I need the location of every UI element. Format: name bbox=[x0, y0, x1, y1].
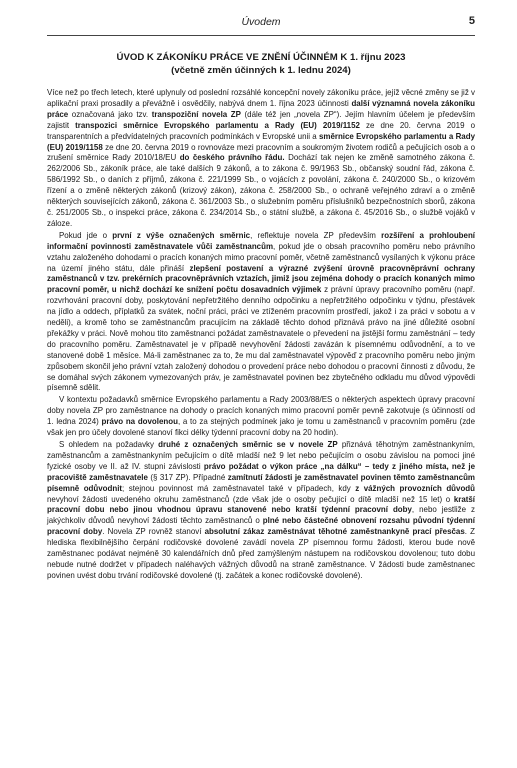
paragraph-3 bbox=[47, 395, 475, 439]
paragraph-2 bbox=[47, 231, 475, 395]
text-run: , pokud jde o obsah pracovního poměru nebo právního vztahu založeného dohodami o pracích konaných mimo pracovní poměr, včetně zaměstnanců vysílaných k výkonu práce na území jiného státu, dále přináší bbox=[47, 241, 476, 273]
emphasis-text: právo požádat o výkon práce „na dálku“ – tedy z jiného místa, než je pracoviště zaměstnavatele bbox=[47, 461, 475, 482]
emphasis-text: druhé z označených směrnic se v novele ZP bbox=[158, 440, 338, 449]
emphasis-text: první z výše označených směrnic bbox=[112, 230, 251, 240]
emphasis-text: absolutní zákaz zaměstnávat těhotné zaměstnankyně prací přesčas bbox=[204, 527, 465, 537]
emphasis-text: plné nebo částečné obnovení rozsahu původní týdenní pracovní doby bbox=[47, 516, 475, 537]
emphasis-text: do českého právního řádu. bbox=[179, 153, 285, 163]
emphasis-text: z vážných provozních důvodů bbox=[355, 483, 475, 493]
emphasis-text: směrnice Evropského parlamentu a Rady (EU) 2019/1158 bbox=[47, 131, 475, 152]
page-number: 5 bbox=[468, 15, 475, 27]
text-run: , reflektuje novela ZP především bbox=[250, 230, 382, 240]
running-header-title: Úvodem bbox=[241, 16, 281, 28]
text-run: Dochází tak nejen ke změně samotného zákona č. 262/2006 Sb., zákoník práce, ale také dalších 9 zákonů, a to zákona č. 99/1963 Sb., občanský soudní řád, zákona č. 586/1992 Sb., o daních z příjmů, zákona č. 221/1999 Sb., o vojácích z povolání, zákona č. 240/2000 Sb., o krizovém řízení a o změně některých zákonů (krizový zákon), zákona č. 258/2000 Sb., o ochraně veřejného zdraví a o změně některých souvisejících zákonů, zákona č. 361/2003 Sb., o služebním poměru příslušníků bezpečnostních sborů, zákona č. 251/2005 Sb., o inspekci práce, zákona č. 234/2014 Sb., o státní službě, a zákona č. 45/2016 Sb., o službě vojáků v záloze. bbox=[47, 153, 475, 228]
emphasis-text: zamítnutí žádosti je zaměstnavatel povinen těmto zaměstnancům písemně odůvodnit bbox=[47, 472, 475, 493]
section-heading bbox=[47, 52, 475, 77]
text-run: , nebo jestliže z jakýchkoliv důvodů nevyhoví žádosti těchto zaměstnanců o bbox=[47, 505, 475, 526]
text-run: nevyhoví žádosti uvedeného okruhu zaměstnanců (zde však jde o osoby pečující o dítě mladší než 15 let) o bbox=[47, 494, 454, 504]
section-heading-subtitle: (včetně změn účinných k 1. lednu 2024) bbox=[171, 64, 351, 76]
body-text bbox=[47, 88, 475, 583]
emphasis-text: transpozici směrnice Evropského parlamentu a Rady (EU) 2019/1152 bbox=[75, 120, 360, 130]
emphasis-text: další významná novela zákoníku práce bbox=[47, 98, 475, 119]
text-run: (§ 317 ZP). Případné bbox=[147, 472, 228, 482]
text-run: označovaná jako tzv. bbox=[68, 109, 152, 119]
emphasis-text: transpoziční novela ZP bbox=[151, 109, 241, 119]
text-run: z právní úpravy pracovního poměru (např. rozvrhování pracovní doby, poskytování nepřetržitého denního odpočinku a nepřetržitého odpočinku v týdnu, přestávek na jídlo a oddech, příplatků za svátek, noční práci, práci ve ztíženém pracovním prostředí, jakož i za práci v sobotu a v neděli), a kromě toho se zaměstnancům pracujícím na základě těchto dohod přiznává právo na jiné důležité osobní překážky v práci. Nově mohou tito zaměstnanci požádat zaměstnavatele o převedení na jistější formu zaměstnání – tedy do pracovního poměru. Zaměstnavatel je v případě nevyhovění žádosti zavázán k písemnému odůvodnění, a to ve stanovené době 1 měsíce. Má-li zaměstnanec za to, že mu dal zaměstnavatel výpověď z pracovního poměru nebo jiným způsobem skončil jeho právní vztah založený dohodou o provedení práce nebo dohodou o pracovní činnosti z důvodu, že se domáhal svých zákonem vymezovaných práv, je zaměstnavatel povinen bez zbytečného odkladu mu důvod výpovědi písemně sdělit. bbox=[47, 285, 476, 393]
emphasis-text: zlepšení postavení a výrazné zvýšení úrovně pracovněprávní ochrany zaměstnanců v tzv. prekérních pracovněprávních vztazích, jimiž jsou zejména dohody o pracích konaných mimo pracovní poměr, u nichž dochází ke snížení počtu dosavadních výjimek bbox=[47, 263, 475, 295]
text-run: S ohledem na požadavky bbox=[59, 440, 159, 449]
text-run: (dále též jen „novela ZP“). Jejím hlavním účelem je především zajistit bbox=[47, 109, 475, 130]
emphasis-text: právo na dovolenou bbox=[101, 417, 178, 427]
text-run: ; stejnou povinnost má zaměstnavatel také v případech, kdy bbox=[122, 483, 356, 493]
paragraph-4 bbox=[47, 440, 475, 582]
running-header bbox=[47, 13, 475, 36]
text-run: ze dne 20. června 2019 o rovnováze mezi pracovním a soukromým životem rodičů a pečujících osob a o zrušení směrnice Rady 2010/18/EU bbox=[47, 142, 475, 163]
text-run: Pokud jde o bbox=[59, 230, 113, 240]
text-run: ze dne 20. června 2019 o transparentních a předvídatelných pracovních podmínkách v Evropské unii a bbox=[47, 120, 475, 141]
emphasis-text: kratší pracovní dobu nebo jinou vhodnou úpravu stanovené nebo kratší týdenní pracovní doby bbox=[47, 494, 475, 515]
paragraph-1 bbox=[47, 88, 475, 230]
section-heading-title: ÚVOD K ZÁKONÍKU PRÁCE VE ZNĚNÍ ÚČINNÉM K 1. říjnu 2023 bbox=[116, 52, 406, 63]
emphasis-text: rozšíření a prohloubení informační povinnosti zaměstnavatele vůči zaměstnancům bbox=[47, 230, 476, 251]
text-run: V kontextu požadavků směrnice Evropského parlamentu a Rady 2003/88/ES o některých aspektech úpravy pracovní doby novela ZP pro zaměstnance na dohody o pracích konaných mimo pracovní poměr pevně zakotvuje (s účinností od 1. ledna 2024) bbox=[47, 395, 475, 427]
text-run: Více než po třech letech, které uplynuly od poslední rozsáhlé koncepční novely zákoníku práce, jejíž věcné změny se již v aplikační praxi prosadily a převážně i osvědčily, nabývá dnem 1. října 2023 účinnosti bbox=[47, 88, 475, 108]
text-run: , a to za stejných podmínek jako je tomu u zaměstnanců v pracovním poměru (zde však jen pro účely dovolené stanoví fikci délky týdenní pracovní doby na 20 hodin). bbox=[47, 417, 475, 438]
text-run: . Z hlediska flexibilnějšího čerpání rodičovské dovolené zavádí novela ZP písemnou formu žádosti, kterou bude nově zaměstnanec podávat nejméně 30 kalendářních dnů před zamýšleným nástupem na rodičovskou dovolenou; tuto dobu nebude nutné dodržet v případech naléhavých vážných důvodů na straně zaměstnance. V žádosti bude zaměstnanec povinen uvést dobu trvání rodičovské dovolené (tj. začátek a konec rodičovské dovolené). bbox=[47, 527, 475, 580]
text-run: přiznává těhotným zaměstnankyním, zaměstnancům a zaměstnankyním pečujícím o dítě mladší než 9 let nebo pečujícím o osobu závislou na pomoci jiné fyzické osoby ve II. až IV. stupni závislosti bbox=[47, 440, 476, 471]
text-run: . Novela ZP rovněž stanoví bbox=[102, 527, 205, 537]
